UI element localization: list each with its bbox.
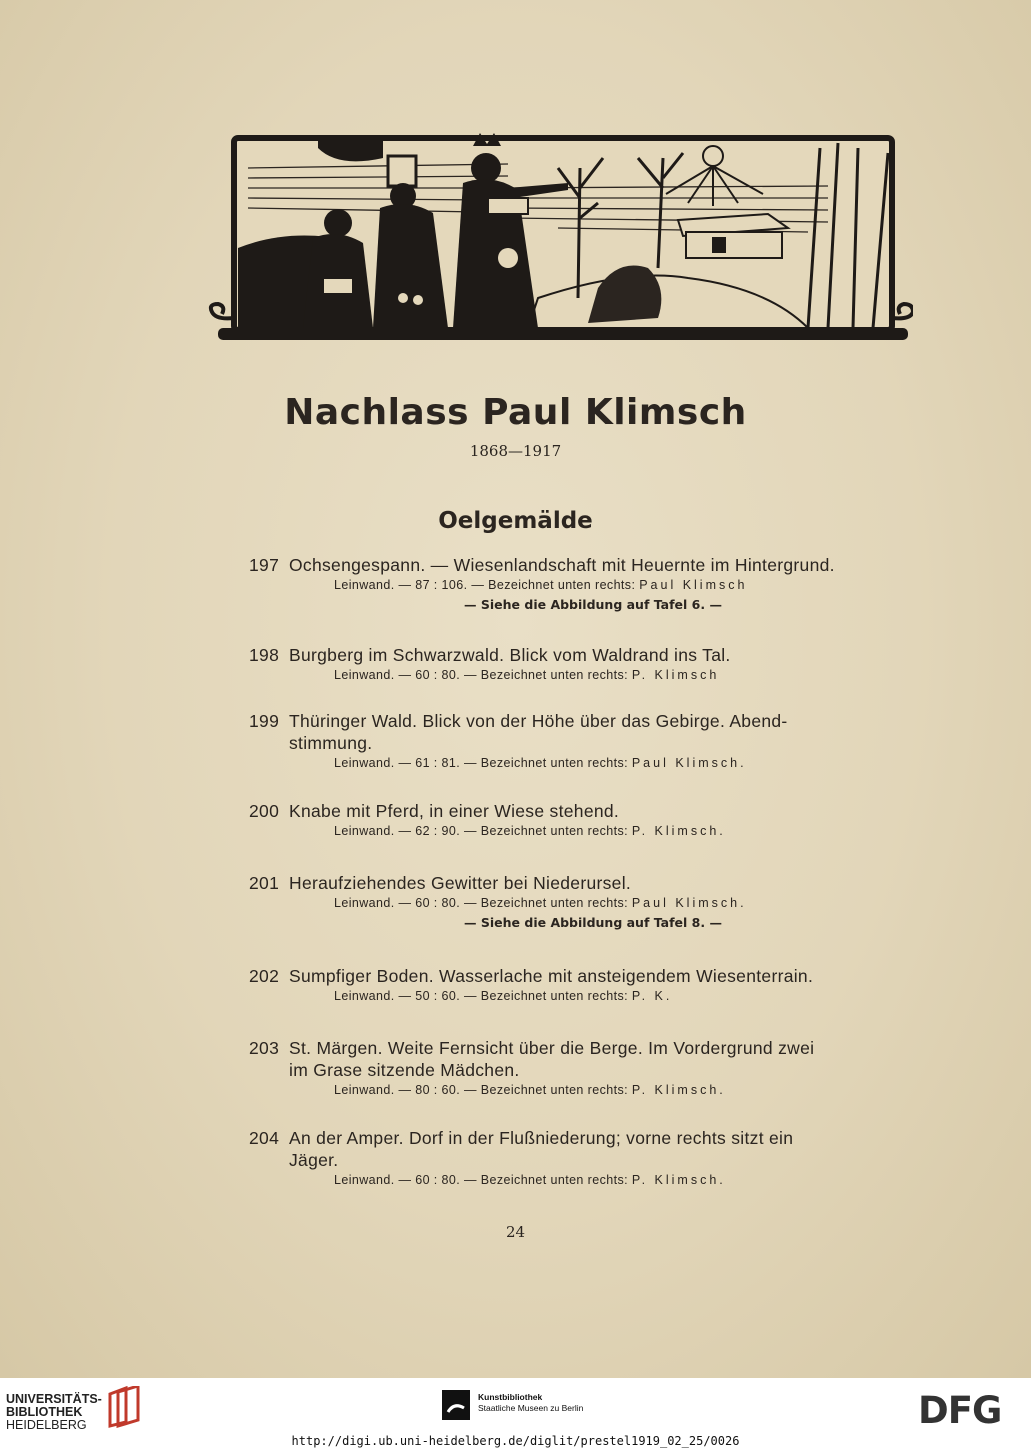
- entry-detail: Leinwand. — 87 : 106. — Bezeichnet unten rechts:: [334, 578, 636, 592]
- farmhouse: [678, 214, 788, 258]
- entry-signature: Paul Klimsch.: [631, 756, 747, 770]
- entry-detail: Leinwand. — 62 : 90. — Bezeichnet unten rechts:: [334, 824, 628, 838]
- entry-plate-note: — Siehe die Abbildung auf Tafel 8. —: [464, 915, 722, 930]
- entry-number: 199: [249, 711, 280, 731]
- entry-number: 197: [249, 555, 280, 575]
- entry-number: 200: [249, 801, 280, 821]
- catalog-entry: [249, 965, 897, 1005]
- entry-signature: P. Klimsch: [631, 668, 720, 682]
- entry-title: Burgberg im Schwarzwald. Blick vom Waldrand ins Tal.: [289, 645, 731, 665]
- entry-title: An der Amper. Dorf in der Flußniederung; vorne rechts sitzt ein: [289, 1128, 794, 1148]
- entry-title: St. Märgen. Weite Fernsicht über die Berge. Im Vordergrund zwei: [289, 1038, 815, 1058]
- catalog-entry: [249, 872, 897, 934]
- entry-number: 201: [249, 873, 280, 893]
- catalog-entry: [249, 1037, 897, 1099]
- entry-detail: Leinwand. — 60 : 80. — Bezeichnet unten rechts:: [334, 668, 628, 682]
- kunstbibliothek-title: Kunstbibliothek: [478, 1392, 543, 1402]
- life-dates: 1868—1917: [469, 442, 562, 460]
- entry-detail: Leinwand. — 80 : 60. — Bezeichnet unten rechts:: [334, 1083, 628, 1097]
- ub-heidelberg-logo-icon: [104, 1386, 144, 1428]
- entry-signature: P. Klimsch.: [631, 1083, 726, 1097]
- frame-scroll-right: [892, 304, 913, 318]
- page-title: Nachlass Paul Klimsch: [284, 392, 747, 433]
- entry-title-continuation: Jäger.: [289, 1150, 339, 1170]
- library-name-line1: UNIVERSITÄTS-: [6, 1392, 102, 1406]
- kunstbibliothek-subtitle: Staatliche Museen zu Berlin: [478, 1403, 584, 1413]
- entry-signature: P. Klimsch.: [631, 1173, 726, 1187]
- kunstbibliothek-credit: [478, 1392, 583, 1414]
- entry-detail: Leinwand. — 60 : 80. — Bezeichnet unten rechts:: [334, 1173, 628, 1187]
- kunstbibliothek-logo-icon: [442, 1390, 470, 1420]
- entry-number: 202: [249, 966, 280, 986]
- entry-number: 204: [249, 1128, 280, 1148]
- entry-title: Sumpfiger Boden. Wasserlache mit ansteigendem Wiesenterrain.: [289, 966, 814, 986]
- entry-title: Ochsengespann. — Wiesenlandschaft mit Heuernte im Hintergrund.: [289, 555, 835, 575]
- catalog-entry: [249, 800, 897, 840]
- entry-detail: Leinwand. — 50 : 60. — Bezeichnet unten rechts:: [334, 989, 628, 1003]
- entry-title: Heraufziehendes Gewitter bei Niederursel.: [289, 873, 632, 893]
- library-name-line3: HEIDELBERG: [6, 1418, 87, 1432]
- entry-detail: Leinwand. — 60 : 80. — Bezeichnet unten rechts:: [334, 896, 628, 910]
- library-name-line2: BIBLIOTHEK: [6, 1405, 83, 1419]
- entry-title-continuation: im Grase sitzende Mädchen.: [289, 1060, 520, 1080]
- entry-signature: Paul Klimsch.: [631, 896, 747, 910]
- catalog-entry: [249, 1127, 897, 1189]
- entry-title: Knabe mit Pferd, in einer Wiese stehend.: [289, 801, 620, 821]
- catalog-entry: [249, 554, 897, 616]
- page-number: 24: [505, 1223, 526, 1241]
- frame-base-bar: [218, 328, 908, 340]
- catalog-entry: [249, 710, 897, 772]
- catalog-entry: [249, 644, 897, 684]
- entry-title: Thüringer Wald. Blick von der Höhe über das Gebirge. Abend-: [289, 711, 788, 731]
- entry-signature: P. K.: [631, 989, 673, 1003]
- permalink-url[interactable]: http://digi.ub.uni-heidelberg.de/diglit/prestel1919_02_25/0026: [291, 1434, 740, 1448]
- entry-title-continuation: stimmung.: [289, 733, 373, 753]
- entry-number: 198: [249, 645, 280, 665]
- entry-number: 203: [249, 1038, 280, 1058]
- dfg-logo: DFG: [918, 1389, 1002, 1432]
- entry-detail: Leinwand. — 61 : 81. — Bezeichnet unten rechts:: [334, 756, 628, 770]
- entry-signature: Paul Klimsch: [639, 578, 748, 592]
- entry-signature: P. Klimsch.: [631, 824, 726, 838]
- section-heading: Oelgemälde: [438, 508, 593, 534]
- entry-plate-note: — Siehe die Abbildung auf Tafel 6. —: [464, 597, 722, 612]
- frame-scroll-left: [211, 304, 234, 318]
- woodcut-illustration: [208, 128, 913, 350]
